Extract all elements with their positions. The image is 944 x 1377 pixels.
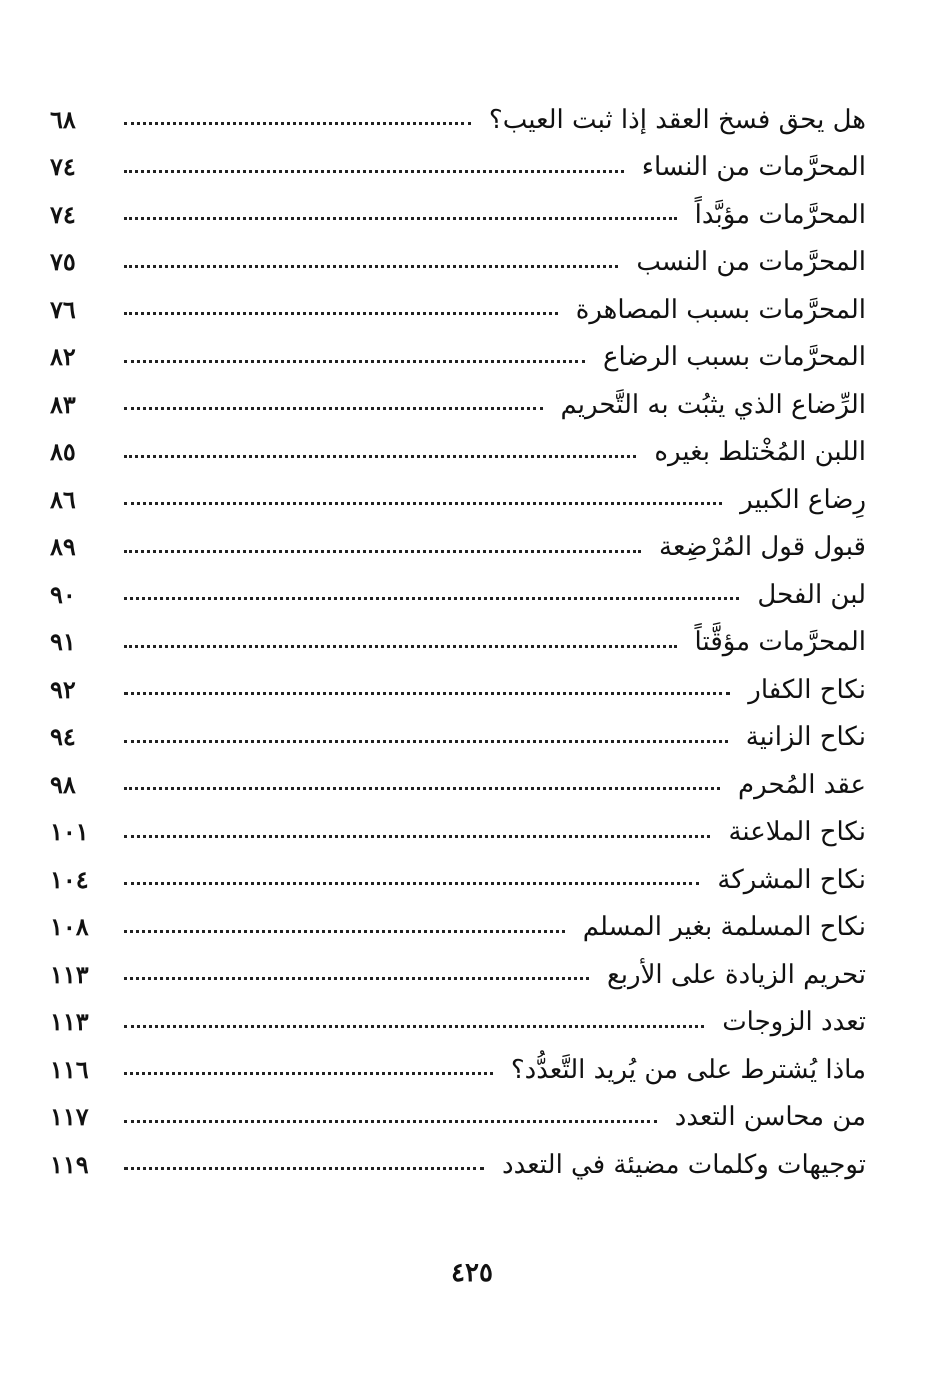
toc-entry-page: ٩٢: [50, 674, 76, 704]
toc-entry: [50, 239, 866, 287]
toc-entry-title: نكاح الملاعنة: [728, 817, 866, 848]
toc-entry-title: من محاسن التعدد: [674, 1102, 866, 1133]
toc-entry-page: ١١٦: [50, 1054, 89, 1084]
toc-entry-title: لبن الفحل: [757, 579, 866, 610]
toc-entry-page: ٩١: [50, 627, 76, 657]
toc-entry-page: ١٠٨: [50, 912, 89, 942]
toc-leader-dots: [124, 265, 618, 268]
toc-leader-dots: [124, 645, 677, 648]
toc-entry-page: ١١٧: [50, 1102, 89, 1132]
toc-entry: [50, 619, 866, 667]
toc-entry-page: ٧٥: [50, 247, 76, 277]
toc-entry: [50, 96, 866, 144]
toc-entry: [50, 856, 866, 904]
toc-entry-title: تحريم الزيادة على الأربع: [606, 959, 866, 990]
toc-leader-dots: [124, 1025, 704, 1028]
toc-entry-title: تعدد الزوجات: [722, 1007, 866, 1038]
toc-leader-dots: [124, 360, 585, 363]
toc-entry-page: ٩٨: [50, 769, 76, 799]
toc-entry: [50, 714, 866, 762]
toc-entry: [50, 904, 866, 952]
toc-entry-title: نكاح الزانية: [745, 722, 866, 753]
toc-leader-dots: [124, 1072, 493, 1075]
toc-entry: [50, 144, 866, 192]
toc-entry-title: هل يحق فسخ العقد إذا ثبت العيب؟: [488, 104, 866, 135]
toc-entry-title: المحرَّمات من النساء: [641, 152, 866, 183]
toc-entry: [50, 761, 866, 809]
toc-leader-dots: [124, 407, 543, 410]
toc-entry-title: الرِّضاع الذي يثبُت به التَّحريم: [560, 389, 866, 420]
toc-entry-title: نكاح الكفار: [748, 674, 866, 705]
toc-entry-page: ١١٣: [50, 959, 89, 989]
toc-leader-dots: [124, 550, 641, 553]
toc-entry-page: ٨٣: [50, 389, 76, 419]
toc-entry-title: عقد المُحرم: [738, 769, 866, 800]
toc-entry-title: قبول قول المُرْضِعة: [659, 532, 866, 563]
toc-entry: [50, 476, 866, 524]
toc-entry-page: ٨٦: [50, 484, 76, 514]
toc-leader-dots: [124, 312, 558, 315]
toc-entry: [50, 524, 866, 572]
toc-entry-title: ماذا يُشترط على من يُريد التَّعدُّد؟: [510, 1054, 866, 1085]
toc-entry-page: ٩٠: [50, 579, 76, 609]
toc-entry-page: ٨٢: [50, 342, 76, 372]
toc-entry-page: ١١٩: [50, 1149, 89, 1179]
toc-leader-dots: [124, 787, 720, 790]
toc-entry-page: ٨٥: [50, 437, 76, 467]
toc-entry: [50, 999, 866, 1047]
toc-leader-dots: [124, 502, 722, 505]
toc-entry-title: المحرَّمات من النسب: [636, 247, 866, 278]
toc-leader-dots: [124, 882, 699, 885]
toc-leader-dots: [124, 835, 710, 838]
toc-entry-page: ٦٨: [50, 104, 76, 134]
toc-entry-title: اللبن المُخْتلط بغيره: [654, 437, 866, 468]
toc-entry-page: ٧٤: [50, 199, 76, 229]
toc-entry: [50, 666, 866, 714]
toc-entry: [50, 429, 866, 477]
toc-entry-page: ١٠١: [50, 817, 89, 847]
toc-entry: [50, 809, 866, 857]
toc-entry-page: ١٠٤: [50, 864, 89, 894]
toc-leader-dots: [124, 217, 677, 220]
toc-leader-dots: [124, 692, 730, 695]
toc-entry-page: ١١٣: [50, 1007, 89, 1037]
toc-leader-dots: [124, 455, 636, 458]
toc-entry: [50, 1141, 866, 1189]
toc-entry: [50, 571, 866, 619]
toc-leader-dots: [124, 740, 728, 743]
toc-leader-dots: [124, 930, 565, 933]
toc-entry-page: ٧٤: [50, 152, 76, 182]
toc-entry-title: توجيهات وكلمات مضيئة في التعدد: [502, 1149, 866, 1180]
toc-entry-title: المحرَّمات مؤقَّتاً: [694, 627, 866, 658]
toc-leader-dots: [124, 1167, 484, 1170]
toc-leader-dots: [124, 977, 589, 980]
toc-entry: [50, 191, 866, 239]
toc-entry: [50, 381, 866, 429]
toc-entry: [50, 1094, 866, 1142]
toc-entry: [50, 951, 866, 999]
toc-entry: [50, 334, 866, 382]
toc-entry-title: رِضاع الكبير: [740, 484, 866, 515]
toc-entry-page: ٨٩: [50, 532, 76, 562]
toc-entry-title: نكاح المشركة: [717, 864, 866, 895]
toc-entry: [50, 1046, 866, 1094]
toc-entry-title: نكاح المسلمة بغير المسلم: [582, 912, 866, 943]
toc-leader-dots: [124, 122, 471, 125]
table-of-contents: [50, 96, 866, 1189]
toc-entry-title: المحرَّمات بسبب المصاهرة: [575, 294, 866, 325]
toc-leader-dots: [124, 170, 624, 173]
toc-leader-dots: [124, 1120, 657, 1123]
toc-entry-title: المحرَّمات مؤبَّداً: [694, 199, 866, 230]
toc-entry: [50, 286, 866, 334]
toc-entry-page: ٧٦: [50, 294, 76, 324]
page-number: ٤٢٥: [451, 1258, 493, 1288]
toc-entry-title: المحرَّمات بسبب الرضاع: [603, 342, 866, 373]
toc-entry-page: ٩٤: [50, 722, 76, 752]
toc-leader-dots: [124, 597, 739, 600]
